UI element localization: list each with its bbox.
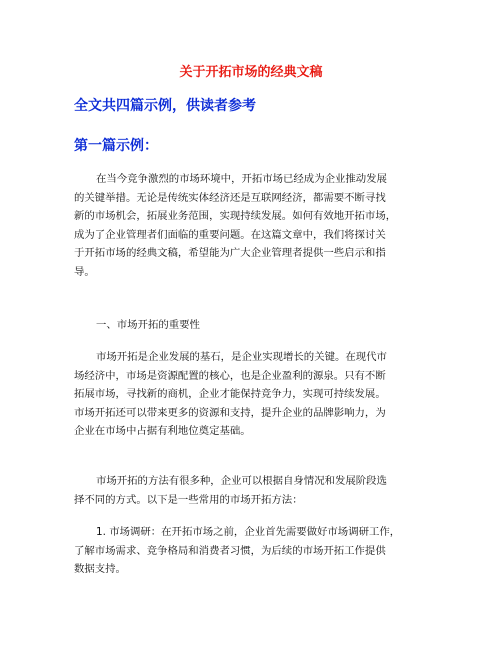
document-subtitle: 全文共四篇示例，供读者参考: [74, 98, 256, 114]
subsection-heading-text: 一、市场开拓的重要性: [96, 319, 200, 331]
paragraph-line: 市场开拓是企业发展的基石，是企业实现增长的关键。在现代市: [96, 351, 387, 363]
paragraph-line: 的关键举措。无论是传统实体经济还是互联网经济，都需要不断寻找: [74, 191, 386, 204]
section-heading: 第一篇示例：: [74, 138, 158, 154]
paragraph-line: 企业在市场中占据有利地位奠定基础。: [74, 425, 251, 437]
paragraph-line: 数据支持。: [74, 563, 126, 575]
paragraph-line: 导。: [74, 265, 95, 278]
paragraph-line: 了解市场需求、竞争格局和消费者习惯，为后续的市场开拓工作提供: [74, 544, 386, 557]
paragraph-line: 成为了企业管理者们面临的重要问题。在这篇文章中，我们将探讨关: [74, 228, 386, 241]
paragraph-line: 择不同的方式。以下是一些常用的市场开拓方法：: [74, 493, 303, 506]
paragraph-line: 于开拓市场的经典文稿，希望能为广大企业管理者提供一些启示和指: [74, 247, 386, 259]
paragraph-line: 新的市场机会，拓展业务范围，实现持续发展。如何有效地开拓市场，: [74, 210, 397, 222]
paragraph-market-research: [74, 523, 446, 579]
paragraph-intro: [74, 170, 446, 281]
paragraph-line: 市场开拓的方法有很多种，企业可以根据自身情况和发展阶段选: [96, 475, 387, 487]
paragraph-methods: [74, 472, 446, 509]
paragraph-line: 拓展市场，寻找新的商机，企业才能保持竞争力，实现可持续发展。: [74, 388, 386, 400]
paragraph-line: 场经济中，市场是资源配置的核心，也是企业盈利的源泉。只有不断: [74, 369, 386, 382]
subsection-heading: [74, 316, 446, 335]
paragraph-line: 1. 市场调研：在开拓市场之前，企业首先需要做好市场调研工作，: [96, 526, 401, 538]
paragraph-line: 市场开拓还可以带来更多的资源和支持，提升企业的品牌影响力，为: [74, 406, 386, 419]
document-title: 关于开拓市场的经典文稿: [179, 65, 323, 80]
paragraph-line: 在当今竞争激烈的市场环境中，开拓市场已经成为企业推动发展: [96, 173, 387, 185]
paragraph-importance: [74, 348, 446, 441]
